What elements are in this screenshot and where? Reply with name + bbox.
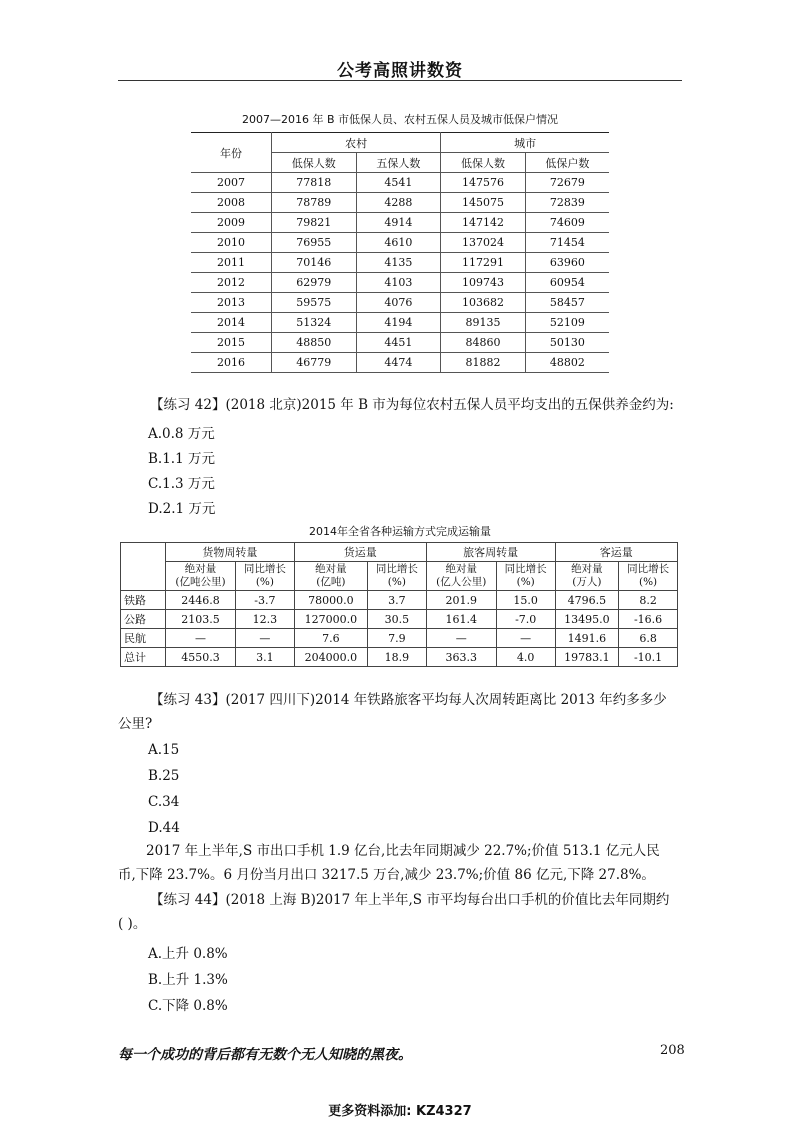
table2-subheader: 同比增长 (%) bbox=[236, 562, 295, 591]
table1-value-cell: 74609 bbox=[525, 213, 609, 233]
table2-row-label: 总计 bbox=[121, 648, 166, 667]
table2-value-cell: -7.0 bbox=[496, 610, 555, 629]
question-43-line2: 公里? bbox=[118, 716, 153, 732]
table1-value-cell: 79821 bbox=[272, 213, 357, 233]
table2-value-cell: — bbox=[166, 629, 236, 648]
table2-row-label: 民航 bbox=[121, 629, 166, 648]
table1-row bbox=[191, 213, 609, 233]
table1-value-cell: 81882 bbox=[441, 353, 526, 373]
table2-value-cell: -3.7 bbox=[236, 591, 295, 610]
q44-option-a: A.上升 0.8% bbox=[148, 946, 228, 962]
page-header-title: 公考高照讲数资 bbox=[337, 61, 463, 81]
table1-year-cell: 2016 bbox=[191, 353, 272, 373]
q43-option-b: B.25 bbox=[148, 768, 180, 784]
table2 bbox=[120, 542, 678, 667]
table2-row bbox=[121, 629, 678, 648]
q43-option-d: D.44 bbox=[148, 820, 180, 836]
table2-value-cell: 161.4 bbox=[426, 610, 496, 629]
table2-value-cell: 2103.5 bbox=[166, 610, 236, 629]
q42-option-d: D.2.1 万元 bbox=[148, 501, 216, 517]
table1-value-cell: 62979 bbox=[272, 273, 357, 293]
question-43-line1: 【练习 43】(2017 四川下)2014 年铁路旅客平均每人次周转距离比 2013 年约多多少 bbox=[150, 692, 667, 708]
table1-value-cell: 84860 bbox=[441, 333, 526, 353]
q42-option-b: B.1.1 万元 bbox=[148, 451, 215, 467]
table1-value-cell: 4474 bbox=[356, 353, 441, 373]
passage-line1: 2017 年上半年,S 市出口手机 1.9 亿台,比去年同期减少 22.7%;价值 513.1 亿元人民 bbox=[146, 843, 660, 859]
table2-value-cell: 19783.1 bbox=[555, 648, 619, 667]
table1-year-cell: 2014 bbox=[191, 313, 272, 333]
table2-value-cell: 204000.0 bbox=[294, 648, 367, 667]
header-divider bbox=[118, 80, 682, 81]
table1-group-urban: 城市 bbox=[441, 133, 609, 153]
q42-option-c: C.1.3 万元 bbox=[148, 476, 215, 492]
table2-caption: 2014年全省各种运输方式完成运输量 bbox=[309, 525, 491, 538]
table2-subheader: 绝对量 (亿吨) bbox=[294, 562, 367, 591]
page-number: 208 bbox=[660, 1043, 685, 1058]
table1-col-header: 低保人数 bbox=[441, 153, 526, 173]
table1-value-cell: 89135 bbox=[441, 313, 526, 333]
table2-group-header: 旅客周转量 bbox=[426, 543, 555, 562]
q42-option-a: A.0.8 万元 bbox=[148, 426, 215, 442]
table1-col-header: 低保户数 bbox=[525, 153, 609, 173]
table1-value-cell: 4135 bbox=[356, 253, 441, 273]
footer-contact: 更多资料添加: KZ4327 bbox=[328, 1104, 472, 1119]
table2-subheader: 绝对量 (万人) bbox=[555, 562, 619, 591]
table1-value-cell: 4288 bbox=[356, 193, 441, 213]
question-42: 【练习 42】(2018 北京)2015 年 B 市为每位农村五保人员平均支出的五保供养金约为: bbox=[150, 397, 674, 413]
table1-value-cell: 48850 bbox=[272, 333, 357, 353]
table1-value-cell: 4451 bbox=[356, 333, 441, 353]
table1-value-cell: 63960 bbox=[525, 253, 609, 273]
table2-value-cell: 127000.0 bbox=[294, 610, 367, 629]
table2-subheader: 绝对量 (亿吨公里) bbox=[166, 562, 236, 591]
table1-row bbox=[191, 193, 609, 213]
table1-value-cell: 59575 bbox=[272, 293, 357, 313]
table2-row-label: 铁路 bbox=[121, 591, 166, 610]
question-44-line1: 【练习 44】(2018 上海 B)2017 年上半年,S 市平均每台出口手机的价值比去年同期约 bbox=[150, 892, 670, 908]
table1-value-cell: 71454 bbox=[525, 233, 609, 253]
table1-year-cell: 2008 bbox=[191, 193, 272, 213]
table1-value-cell: 70146 bbox=[272, 253, 357, 273]
table2-row bbox=[121, 648, 678, 667]
q43-option-c: C.34 bbox=[148, 794, 180, 810]
table1-value-cell: 52109 bbox=[525, 313, 609, 333]
table2-corner-cell bbox=[121, 543, 166, 591]
footer-quote: 每一个成功的背后都有无数个无人知晓的黑夜。 bbox=[118, 1047, 412, 1063]
table2-value-cell: 6.8 bbox=[619, 629, 678, 648]
table1-value-cell: 117291 bbox=[441, 253, 526, 273]
table1-row bbox=[191, 293, 609, 313]
table1-year-cell: 2015 bbox=[191, 333, 272, 353]
table1-value-cell: 4610 bbox=[356, 233, 441, 253]
table1-year-cell: 2013 bbox=[191, 293, 272, 313]
table1-value-cell: 4541 bbox=[356, 173, 441, 193]
table1-row bbox=[191, 353, 609, 373]
q43-option-a: A.15 bbox=[148, 742, 180, 758]
table1-value-cell: 60954 bbox=[525, 273, 609, 293]
question-44-line2: ( )。 bbox=[118, 916, 147, 932]
table2-subheader: 绝对量 (亿人公里) bbox=[426, 562, 496, 591]
table2-value-cell: 7.9 bbox=[367, 629, 426, 648]
table1-value-cell: 78789 bbox=[272, 193, 357, 213]
table1-value-cell: 4103 bbox=[356, 273, 441, 293]
table2-subheader: 同比增长 (%) bbox=[367, 562, 426, 591]
table1-col-header: 五保人数 bbox=[356, 153, 441, 173]
table2-value-cell: 8.2 bbox=[619, 591, 678, 610]
table1-value-cell: 72679 bbox=[525, 173, 609, 193]
table2-value-cell: 201.9 bbox=[426, 591, 496, 610]
table1-row bbox=[191, 233, 609, 253]
table1-value-cell: 4194 bbox=[356, 313, 441, 333]
table1-value-cell: 147576 bbox=[441, 173, 526, 193]
table2-value-cell: 4550.3 bbox=[166, 648, 236, 667]
table2-row-label: 公路 bbox=[121, 610, 166, 629]
table2-subheader: 同比增长 (%) bbox=[496, 562, 555, 591]
table2-value-cell: 363.3 bbox=[426, 648, 496, 667]
q44-option-b: B.上升 1.3% bbox=[148, 972, 228, 988]
table1-row bbox=[191, 173, 609, 193]
table1-value-cell: 48802 bbox=[525, 353, 609, 373]
table2-value-cell: -16.6 bbox=[619, 610, 678, 629]
table2-row bbox=[121, 610, 678, 629]
table1-value-cell: 51324 bbox=[272, 313, 357, 333]
table2-value-cell: — bbox=[236, 629, 295, 648]
table1-value-cell: 50130 bbox=[525, 333, 609, 353]
table1-value-cell: 147142 bbox=[441, 213, 526, 233]
table2-group-header: 货物周转量 bbox=[166, 543, 295, 562]
table1-row bbox=[191, 253, 609, 273]
table1-value-cell: 76955 bbox=[272, 233, 357, 253]
table1-col-header: 低保人数 bbox=[272, 153, 357, 173]
table1-year-cell: 2011 bbox=[191, 253, 272, 273]
table1-year-header: 年份 bbox=[191, 133, 272, 173]
table2-value-cell: 3.1 bbox=[236, 648, 295, 667]
table1-year-cell: 2009 bbox=[191, 213, 272, 233]
table2-value-cell: 18.9 bbox=[367, 648, 426, 667]
table1-value-cell: 103682 bbox=[441, 293, 526, 313]
table1-value-cell: 109743 bbox=[441, 273, 526, 293]
table2-group-header: 客运量 bbox=[555, 543, 677, 562]
passage-line2: 币,下降 23.7%。6 月份当月出口 3217.5 万台,减少 23.7%;价值 86 亿元,下降 27.8%。 bbox=[118, 867, 655, 883]
table1-value-cell: 77818 bbox=[272, 173, 357, 193]
table2-value-cell: 4.0 bbox=[496, 648, 555, 667]
table2-value-cell: -10.1 bbox=[619, 648, 678, 667]
table2-value-cell: — bbox=[426, 629, 496, 648]
table2-subheader: 同比增长 (%) bbox=[619, 562, 678, 591]
table2-value-cell: 7.6 bbox=[294, 629, 367, 648]
table2-value-cell: 3.7 bbox=[367, 591, 426, 610]
table1-value-cell: 46779 bbox=[272, 353, 357, 373]
table1 bbox=[191, 132, 609, 373]
table2-value-cell: 4796.5 bbox=[555, 591, 619, 610]
table2-value-cell: 13495.0 bbox=[555, 610, 619, 629]
table2-value-cell: 2446.8 bbox=[166, 591, 236, 610]
table1-value-cell: 58457 bbox=[525, 293, 609, 313]
table1-row bbox=[191, 333, 609, 353]
table2-value-cell: 30.5 bbox=[367, 610, 426, 629]
table1-row bbox=[191, 273, 609, 293]
table1-value-cell: 72839 bbox=[525, 193, 609, 213]
table1-group-rural: 农村 bbox=[272, 133, 441, 153]
table2-value-cell: 15.0 bbox=[496, 591, 555, 610]
table2-value-cell: 78000.0 bbox=[294, 591, 367, 610]
table1-value-cell: 4076 bbox=[356, 293, 441, 313]
table1-value-cell: 137024 bbox=[441, 233, 526, 253]
table2-value-cell: 1491.6 bbox=[555, 629, 619, 648]
table1-caption: 2007—2016 年 B 市低保人员、农村五保人员及城市低保户情况 bbox=[241, 113, 559, 126]
table1-year-cell: 2012 bbox=[191, 273, 272, 293]
table1-value-cell: 4914 bbox=[356, 213, 441, 233]
table2-group-header: 货运量 bbox=[294, 543, 426, 562]
table2-value-cell: 12.3 bbox=[236, 610, 295, 629]
q44-option-c: C.下降 0.8% bbox=[148, 998, 228, 1014]
table2-row bbox=[121, 591, 678, 610]
table1-row bbox=[191, 313, 609, 333]
table1-year-cell: 2010 bbox=[191, 233, 272, 253]
table1-value-cell: 145075 bbox=[441, 193, 526, 213]
table1-year-cell: 2007 bbox=[191, 173, 272, 193]
table2-value-cell: — bbox=[496, 629, 555, 648]
